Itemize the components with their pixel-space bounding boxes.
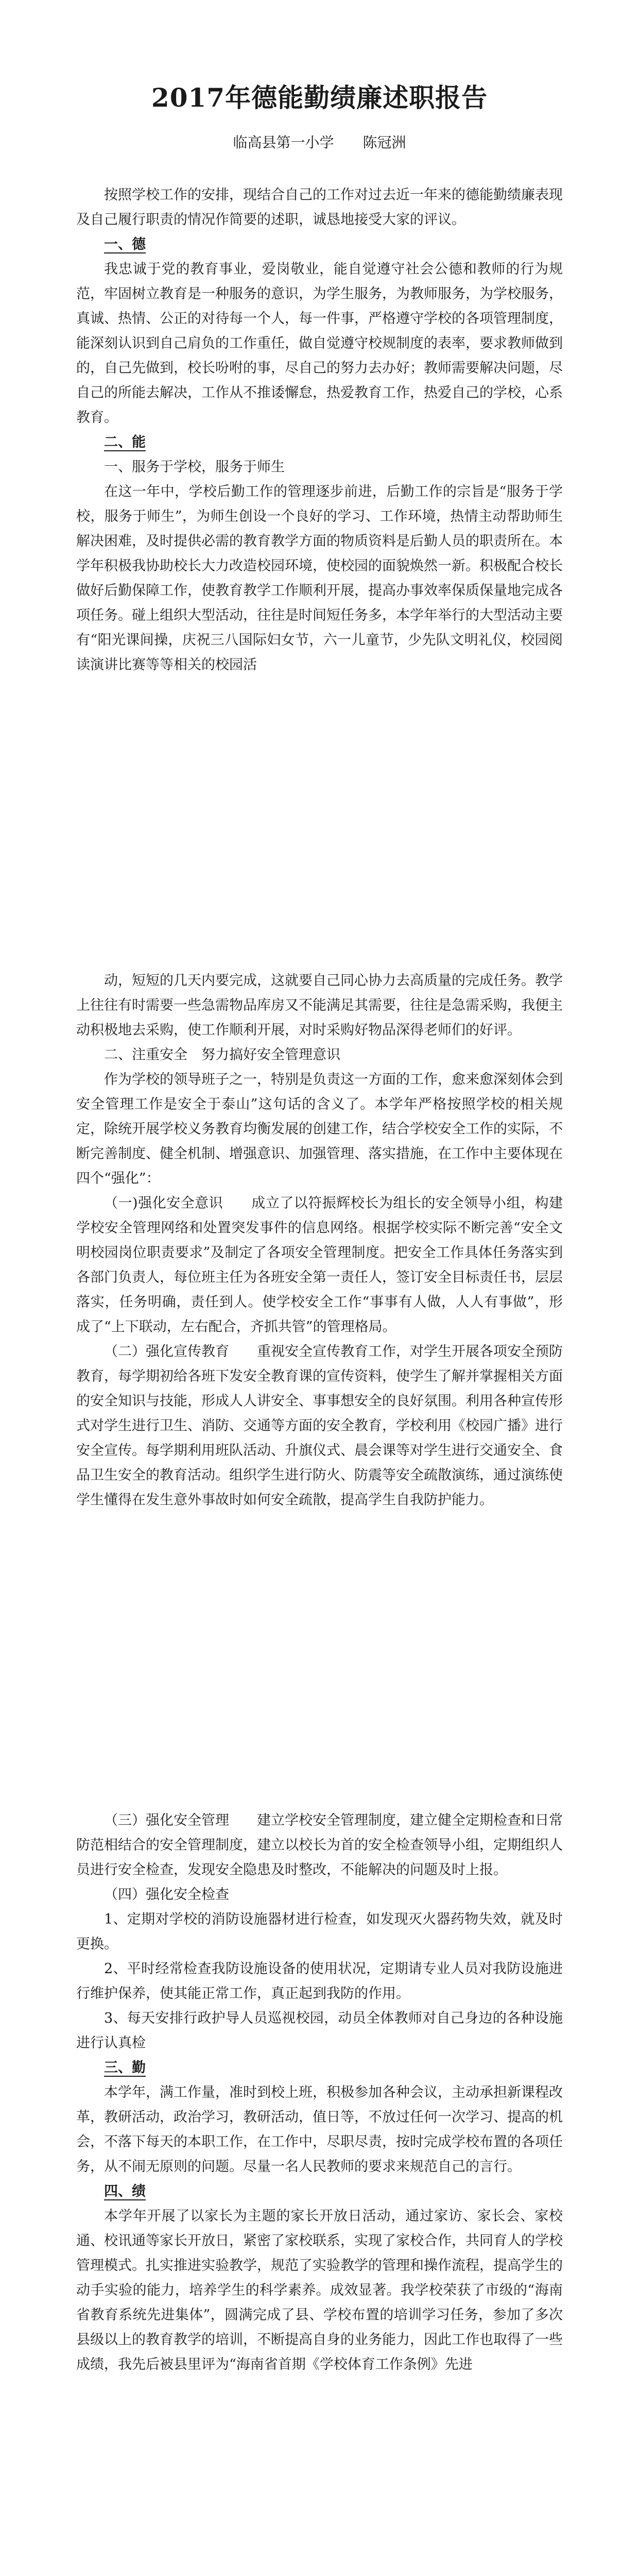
safety-management-paragraph: （三）强化安全管理 建立学校安全管理制度，建立健全定期检查和日常防范相结合的安全管理制度，建立以校长为首的安全检查领导小组，定期组织人员进行安全检查，发现安全隐患及时整改，不能解决的问题及时上报。	[76, 1812, 563, 1878]
safety-check-item-2: 2、平时经常检查我防设施设备的使用状况，定期请专业人员对我防设施进行维护保养，使其能正常工作，真正起到我防的作用。	[76, 1961, 563, 2002]
section-block-3	[76, 1808, 563, 2377]
service-paragraph: 在这一年中，学校后勤工作的管理逐步前进，后勤工作的宗旨是“服务于学校，服务于师生”，为师生创设一个良好的学习、工作环境，热情主动帮助师生解决困难，及时提供必需的教育教学方面的物质资料是后勤人员的职责所在。本学年积极我协助校长大力改造校园环境，使校园的面貌焕然一新。积极配合校长做好后勤保障工作，使教育教学工作顺利开展，提高办事效率保质保量地完成各项任务。碰上组织大型活动，往往是时间短任务多，本学年举行的大型活动主要有“阳光课间操，庆祝三八国际妇女节，六一儿童节，少先队文明礼仪，校园阅读演讲比赛等等相关的校园活	[76, 484, 563, 673]
qin-paragraph: 本学年，满工作量，准时到校上班，积极参加各种会议，主动承担新课程改革，教研活动，政治学习，教研活动，值日等，不放过任何一次学习、提高的机会，不落下每天的本职工作，在工作中，尽职尽责，按时完成学校布置的各项任务，从不闹无原则的问题。尽量一名人民教师的要求来规范自己的言行。	[76, 2084, 563, 2175]
ji-paragraph: 本学年开展了以家长为主题的家长开放日活动，通过家访、家长会、家校通、校讯通等家长开放日，紧密了家校联系，实现了家校合作，共同育人的学校管理模式。扎实推进实验教学，规范了实验教学的管理和操作流程，提高学生的动手实验的能力，培养学生的科学素养。成效显著。我学校荣获了市级的“海南省教育系统先进集体”，圆满完成了县、学校布置的培训学习任务，参加了多次县级以上的教育教学的培训，不断提高自身的业务能力，因此工作也取得了一些成绩，我先后被县里评为“海南省首期《学校体育工作条例》先进	[76, 2208, 563, 2372]
safety-check-item-3: 3、每天安排行政护导人员巡视校园，动员全体教师对自己身边的各种设施进行认真检	[76, 2010, 563, 2051]
service-paragraph-cont: 动，短短的几天内要完成，这就要自己同心协力去高质量的完成任务。教学上往往有时需要一些急需物品库房又不能满足其需要，往往是急需采购，我便主动积极地去采购，使工作顺利开展，对时采购好物品深得老师们的好评。	[76, 973, 563, 1038]
safety-check-item-1: 1、定期对学校的消防设施器材进行检查，如发现灭火器药物失效，就及时更换。	[76, 1911, 563, 1952]
heading-neng: 二、能	[104, 434, 146, 450]
heading-ji: 四、绩	[104, 2183, 146, 2199]
heading-qin: 三、勤	[104, 2060, 146, 2076]
intro-paragraph: 按照学校工作的安排，现结合自己的工作对过去近一年来的德能勤绩廉表现及自己履行职责的情况作简要的述职，诚恳地接受大家的评议。	[76, 187, 563, 228]
report-author: 临高县第一小学 陈冠洲	[233, 134, 406, 151]
subheading-safety: 二、注重安全 努力搞好安全管理意识	[104, 1047, 340, 1063]
heading-de: 一、德	[104, 236, 146, 252]
safety-awareness-paragraph: （一)强化安全意识 成立了以符振辉校长为组长的安全领导小组，构建学校安全管理网络和处置突发事件的信息网络。根据学校实际不断完善“安全文明校园岗位职责要求”及制定了各项安全管理制度。把安全工作具体任务落实到各部门负责人，每位班主任为各班安全第一责任人，签订安全目标责任书，层层落实，任务明确，责任到人。使学校安全工作“事事有人做，人人有事做”，形成了“上下联动，左右配合，齐抓共管”的管理格局。	[76, 1195, 563, 1335]
de-paragraph: 我忠诚于党的教育事业，爱岗敬业，能自觉遵守社会公德和教师的行为规范，牢固树立教育是一种服务的意识，为学生服务，为教师服务，为学校服务，真诚、热情、公正的对待每一个人，每一件事，严格遵守学校的各项管理制度，能深刻认识到自己肩负的工作重任，做自觉遵守校规制度的表率，要求教师做到的，自己先做到，校长吩咐的事，尽自己的努力去办好；教师需要解决问题，尽自己的所能去解决，工作从不推诿懈怠，热爱教育工作，热爱自己的学校，心系教育。	[76, 261, 563, 426]
safety-paragraph: 作为学校的领导班子之一，特别是负责这一方面的工作，愈来愈深刻体会到安全管理工作是安全于泰山”这句话的含义了。本学年严格按照学校的相关规定，除统开展学校义务教育均衡发展的创建工作，结合学校安全工作的实际，不断完善制度、健全机制、增强意识、加强管理、落实措施，在工作中主要体现在四个“强化”：	[76, 1072, 563, 1187]
section-block-1	[76, 183, 563, 677]
safety-check-heading: （四）强化安全检查	[104, 1887, 229, 1903]
section-block-2	[76, 969, 563, 1513]
subheading-service: 一、服务于学校，服务于师生	[104, 459, 285, 475]
safety-education-paragraph: （二）强化宣传教育 重视安全宣传教育工作，对学生开展各项安全预防教育，每学期初给各班下发安全教育课的宣传资料，使学生了解并掌握相关方面的安全知识与技能，形成人人讲安全、事事想安全的良好氛围。利用各种宣传形式对学生进行卫生、消防、交通等方面的安全教育，学校利用《校园广播》进行安全宣传。每学期利用班队活动、升旗仪式、晨会课等对学生进行交通安全、食品卫生安全的教育活动。组织学生进行防火、防震等安全疏散演练，通过演练使学生懂得在发生意外事故时如何安全疏散，提高学生自我防护能力。	[76, 1344, 563, 1508]
report-title: 2017年德能勤绩廉述职报告	[151, 82, 488, 113]
